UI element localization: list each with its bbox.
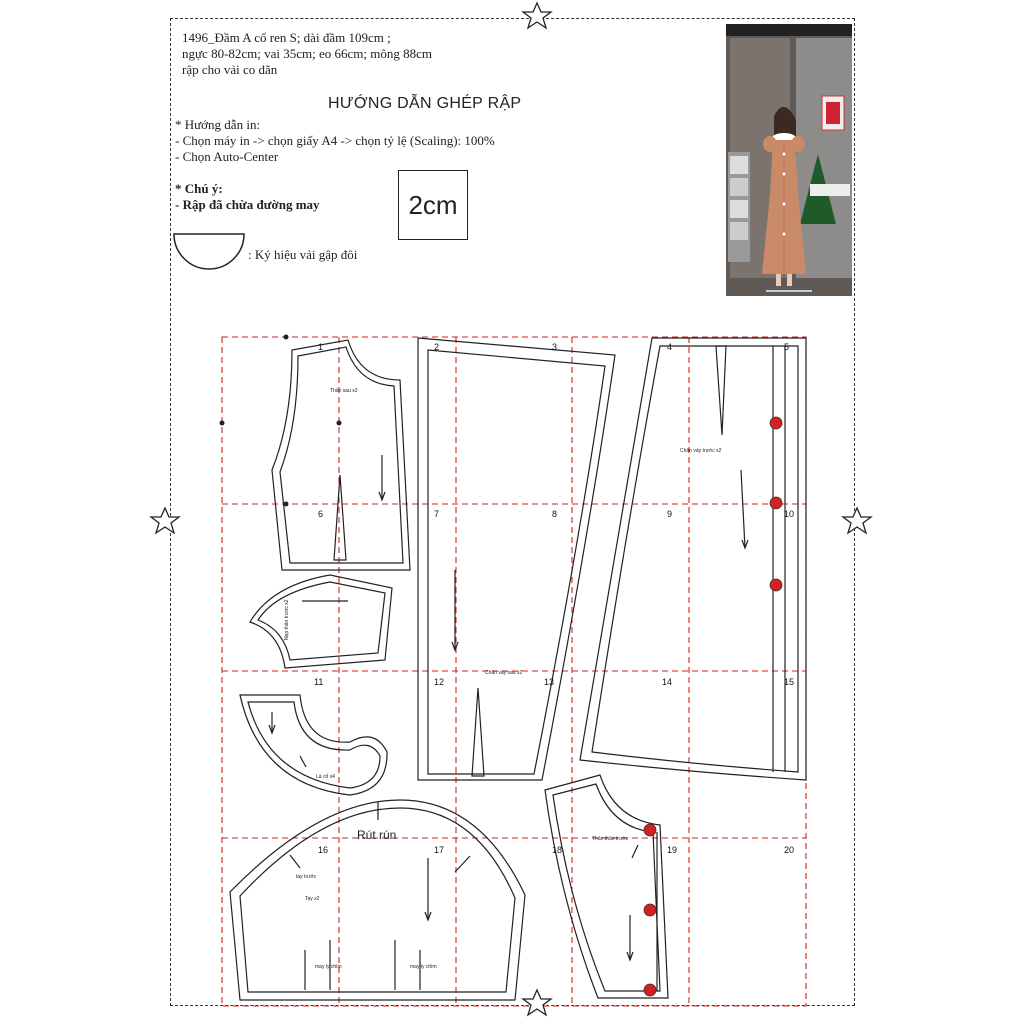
info-line-3: rập cho vải co dãn: [182, 62, 278, 77]
print-guide-step-1: - Chọn máy in -> chọn giấy A4 -> chọn tỷ lệ (Scaling): 100%: [175, 133, 495, 148]
note-text: - Rập đã chừa đường may: [175, 197, 320, 212]
print-guide-heading: * Hướng dẫn in:: [175, 117, 261, 132]
page-number: 17: [434, 845, 445, 855]
back-bodice-label: Thân sau x2: [330, 388, 358, 394]
page-number: 7: [434, 509, 440, 519]
sleeve-note-left: may ly chìm: [315, 964, 342, 970]
page-number: 6: [318, 509, 324, 519]
back-skirt-piece: [418, 338, 615, 780]
gather-label: Rút rún: [357, 828, 397, 842]
front-facing-piece: [250, 575, 392, 668]
front-bodice-piece: [545, 775, 668, 998]
red-button-dot-icon: [770, 497, 782, 509]
page-number: 11: [314, 677, 324, 687]
page-number: 20: [784, 845, 795, 855]
red-button-dot-icon: [644, 904, 656, 916]
red-button-dot-icon: [644, 824, 656, 836]
sleeve-front-label: tay trước: [296, 874, 317, 880]
front-skirt-piece: [580, 338, 806, 780]
fold-symbol-label: : Ký hiệu vải gập đôi: [248, 247, 358, 262]
print-guide-step-2: - Chọn Auto-Center: [175, 149, 279, 164]
page-number: 10: [784, 509, 795, 519]
red-button-dot-icon: [644, 984, 656, 996]
page-number: 16: [318, 845, 329, 855]
collar-label: Lá cổ x4: [316, 774, 335, 780]
front-facing-label: Nẹp thân trước x2: [284, 599, 290, 640]
front-bodice-label: Thân thân trước: [592, 836, 629, 842]
page-number: 19: [667, 845, 678, 855]
registration-marks: [151, 3, 871, 1015]
note-heading: * Chú ý:: [175, 181, 223, 196]
back-skirt-label: Chân váy sau x2: [485, 670, 523, 676]
page-number: 9: [667, 509, 673, 519]
back-bodice-piece: [272, 340, 410, 570]
front-skirt-label: Chân váy trước x2: [680, 448, 722, 454]
page-title: HƯỚNG DẪN GHÉP RẬP: [328, 95, 522, 112]
page-number: 15: [784, 677, 795, 687]
page-number: 8: [552, 509, 558, 519]
sleeve-label: Tay x2: [305, 896, 320, 902]
page-number: 12: [434, 677, 445, 687]
page-number: 13: [544, 677, 555, 687]
scale-reference-box: 2cm: [398, 170, 468, 240]
page-number: 3: [552, 342, 558, 352]
star-registration-icon: [843, 508, 871, 533]
star-registration-icon: [151, 508, 179, 533]
page-number: 4: [667, 342, 673, 352]
page-number: 1: [318, 342, 324, 352]
collar-piece: [240, 695, 387, 795]
red-button-dot-icon: [770, 579, 782, 591]
red-button-dot-icon: [770, 417, 782, 429]
star-registration-icon: [523, 3, 551, 28]
info-line-1: 1496_Đầm A cổ ren S; dài đầm 109cm ;: [182, 30, 391, 45]
info-line-2: ngực 80-82cm; vai 35cm; eo 66cm; mông 88cm: [182, 46, 433, 61]
page-number: 18: [552, 845, 563, 855]
page-number: 14: [662, 677, 673, 687]
page-number: 5: [784, 342, 790, 352]
sleeve-note-right: may ly chìm: [410, 964, 437, 970]
star-registration-icon: [523, 990, 551, 1015]
page-number: 2: [434, 342, 440, 352]
